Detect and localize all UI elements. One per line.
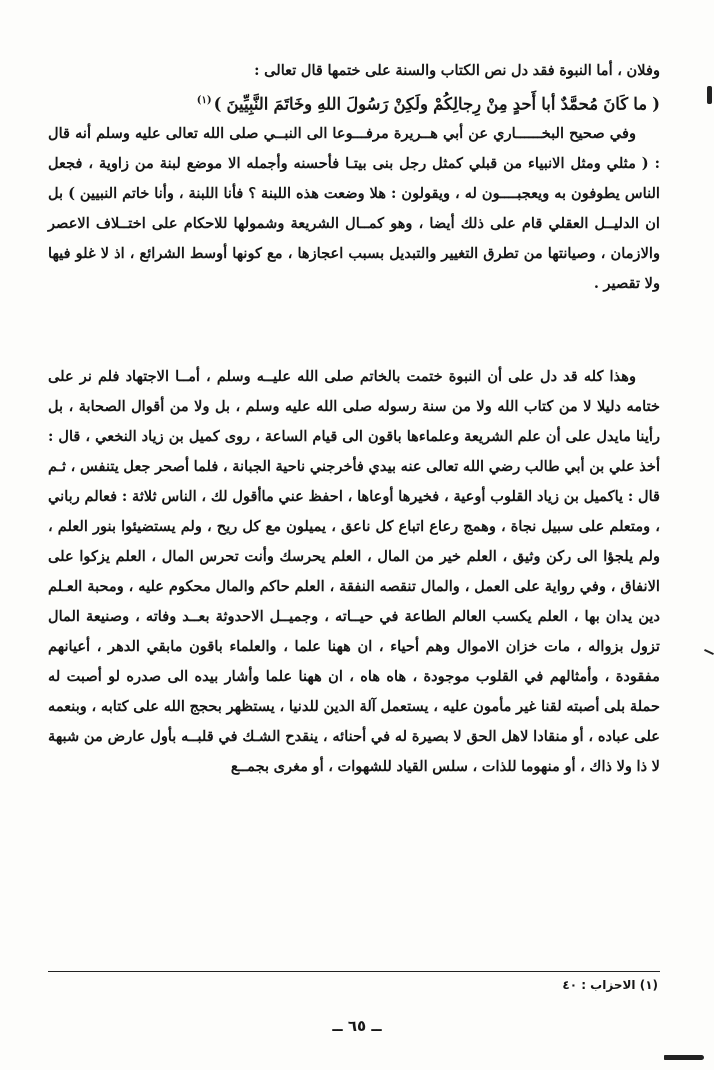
footnote-divider [48, 971, 660, 972]
intro-line: وفلان ، أما النبوة فقد دل نص الكتاب والسنة على ختمها قال تعالى : [254, 62, 660, 79]
hadith-paragraph: وفي صحيح البخــــــاري عن أبي هــريرة مرفـــوعا الى النبــي صلى الله تعالى عليه وسلم أنه قال : ( مثلي ومثل الانبياء من قبلي كمثل رجل بنى بيتـا فأحسنه وأجمله الا موضع لبنة من زاوية ، فجعل الناس يطوفون به ويعجبــــون له ، ويقولون : هلا وضعت هذه اللبنة ؟ فأنا اللبنة ، وأنا خاتم النبيين ) بل ان الدليــل العقلي قام على ذلك أيضا ، وهو كمــال الشريعة وشمولها للاحكام على اختــلاف الاعصر والازمان ، وصيانتها من تطرق التغيير والتبديل بسبب اعجازها ، مع كونها أوسط الشرائع ، اذ لا غلو فيها ولا تقصير . [48, 125, 660, 293]
margin-ink-mark [704, 649, 714, 655]
body-text-top [48, 56, 660, 299]
ijtihad-paragraph: وهذا كله قد دل على أن النبوة ختمت بالخاتم صلى الله عليــه وسلم ، أمــا الاجتهاد فلم نر على ختامه دليلا لا من كتاب الله ولا من سنة رسوله صلى الله عليه وسلم ، بل ولا من أقوال الصحابة ، بل رأينا مايدل على أن علم الشريعة وعلماءها باقون الى قيام الساعة ، روى كميل بن زياد النخعي ، قال : أخذ علي بن أبي طالب رضي الله تعالى عنه بيدي فأخرجني ناحية الجبانة ، فلما أصحر جعل يتنفس ، ثـم قال : ياكميل بن زياد القلوب أوعية ، فخيرها أوعاها ، احفظ عني ماأقول لك ، الناس ثلاثة : فعالم رباني ، ومتعلم على سبيل نجاة ، وهمج رعاع اتباع كل ناعق ، يميلون مع كل ريح ، ولم يستضيئوا بنور العلم ، ولم يلجؤا الى ركن وثيق ، العلم خير من المال ، العلم يحرسك وأنت تحرس المال ، العلم يزكوا على الانفاق ، وفي رواية على العمل ، والمال تنقصه النفقة ، العلم حاكم والمال محكوم عليه ، ومحبة العـلم دين يدان بها ، العلم يكسب العالم الطاعة في حيــاته ، وجميــل الاحدوثة بعــد وفاته ، وصنيعة المال تزول بزواله ، مات خزان الاموال وهم أحياء ، ان ههنا علما ، والعلماء باقون مابقي الدهر ، أعيانهم مفقودة ، وأمثالهم في القلوب موجودة ، هاه هاه ، ان ههنا علما وأشار بيده الى صدره لو أصبت له حملة بلى أصبته لقنا غير مأمون عليه ، يستعمل آلة الدين للدنيا ، يستظهر بحجج الله على كتابه ، وبنعمه على عباده ، أو منقادا لاهل الحق لا بصيرة له في أحنائه ، ينقدح الشـك في قلبــه بأول عارض من شبهة لا ذا ولا ذاك ، أو منهوما للذات ، سلس القياد للشهوات ، أو مغرى بجمــع [48, 368, 660, 775]
margin-ink-mark [707, 86, 712, 104]
body-text-bottom [48, 362, 660, 782]
page-number: ــ ٦٥ ــ [332, 1017, 382, 1035]
quran-verse [48, 86, 660, 119]
quran-verse-text: ( ما كَانَ مُحمَّدٌ أبا أَحدٍ مِنْ رِجالِكُمْ ولَكِنْ رَسُولَ اللهِ وخَاتَمَ النَّبِيِّينَ ) [213, 94, 660, 114]
margin-ink-mark [664, 1055, 704, 1060]
footnote: (١) الاحزاب : ٤٠ [562, 978, 658, 992]
footnote-marker: (١) [196, 95, 212, 106]
